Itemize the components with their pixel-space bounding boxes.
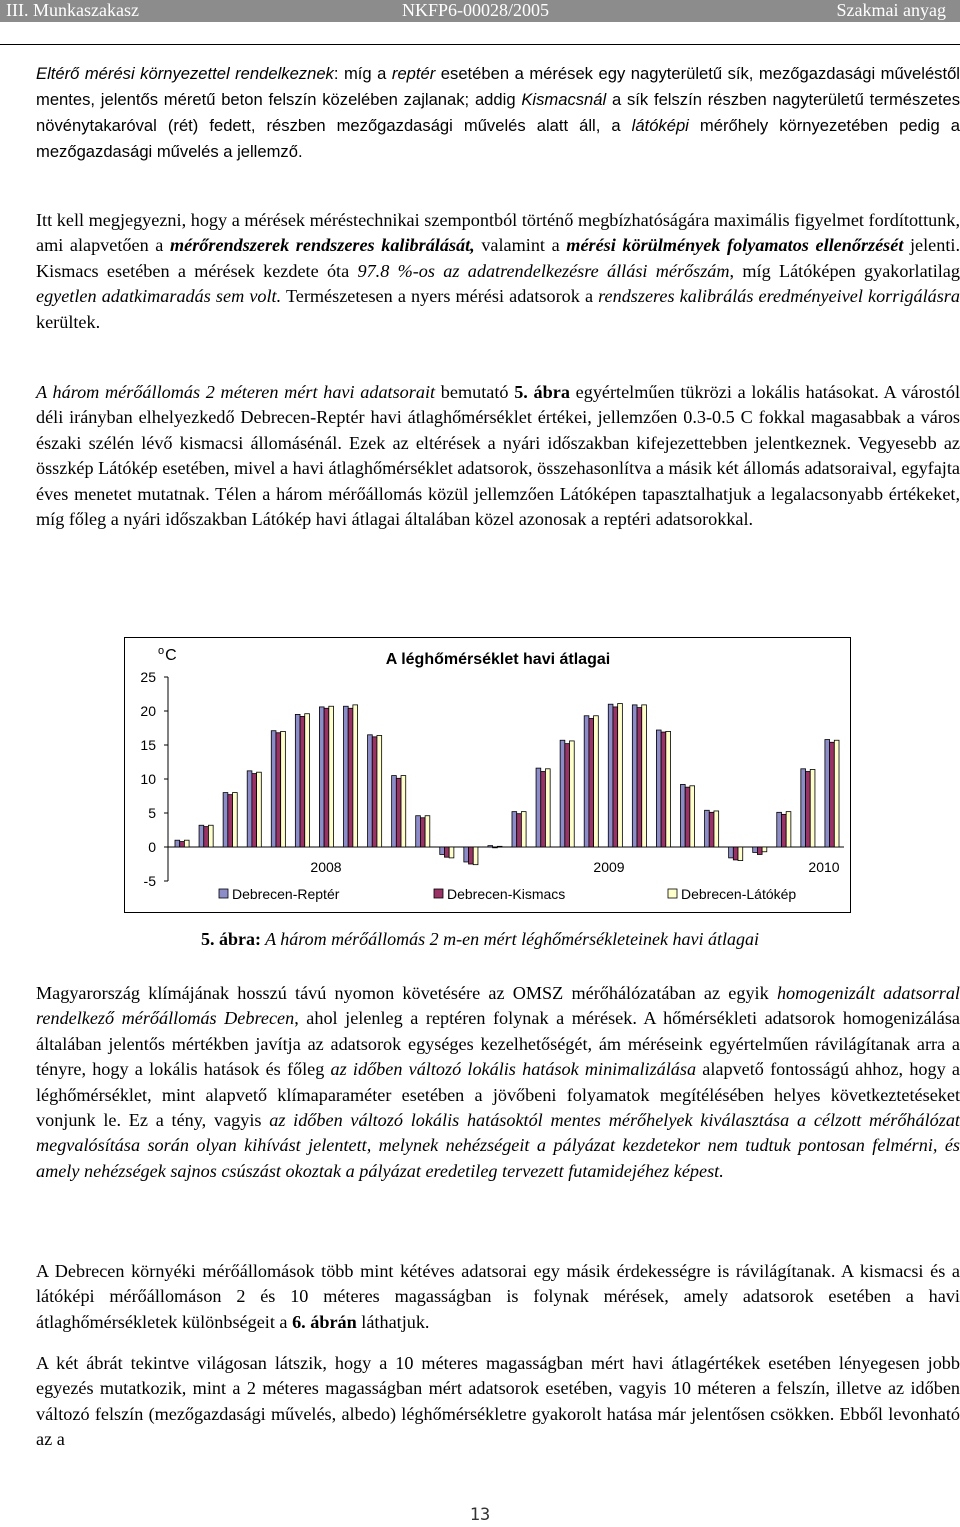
bar-debrecen-kismacs	[806, 772, 811, 847]
bar-debrecen-rept-r	[632, 705, 637, 847]
bar-debrecen-kismacs	[757, 847, 762, 854]
p4-text-3: alapvető fontosságú ahhoz, hogy a léghőmérséklet, mint alapvető klímaparaméter esetében a jövőbeni folyamatok megítélésében helyes következtetéseket vonjunk le. Ez a tény, vagyis	[36, 1059, 960, 1131]
bar-debrecen-rept-r	[488, 846, 493, 847]
bar-debrecen-kismacs	[541, 772, 546, 847]
bar-debrecen-l-t-k-p	[425, 816, 430, 847]
bar-debrecen-rept-r	[223, 793, 228, 847]
bar-debrecen-rept-r	[199, 825, 204, 847]
bar-debrecen-l-t-k-p	[786, 812, 791, 847]
p3-italic-1: A három mérőállomás 2 méteren mért havi adatsorait	[36, 382, 436, 402]
bar-debrecen-kismacs	[348, 708, 353, 847]
bar-debrecen-rept-r	[175, 840, 180, 847]
bar-debrecen-l-t-k-p	[834, 740, 839, 847]
legend-label: Debrecen-Reptér	[232, 886, 340, 902]
p4-italic-1: homogenizált adatsorral rendelkező mérőállomás Debrecen	[36, 983, 960, 1029]
legend-label: Debrecen-Látókép	[681, 886, 797, 902]
bar-debrecen-kismacs	[781, 814, 786, 847]
bar-debrecen-rept-r	[271, 731, 276, 847]
bar-debrecen-l-t-k-p	[233, 793, 238, 847]
p3-text-1: bemutató	[435, 382, 515, 402]
bar-debrecen-l-t-k-p	[208, 825, 213, 847]
p1-italic-2: reptér	[391, 64, 436, 83]
p1-text-4: mérőhely környezetében pedig a mezőgazdasági művelés a jellemző.	[36, 116, 960, 161]
p2-text-2: valamint a	[474, 235, 567, 256]
p1-text-1: : míg a	[333, 64, 392, 83]
page-header	[0, 0, 960, 22]
bar-debrecen-l-t-k-p	[184, 840, 189, 847]
legend-swatch	[219, 889, 228, 898]
year-label: 2010	[808, 859, 840, 875]
caption-label: 5. ábra:	[200, 929, 261, 949]
bar-debrecen-kismacs	[180, 842, 185, 847]
p3-text-2: egyértelműen tükrözi a lokális hatásokat. A várostól déli irányban elhelyezkedő Debrecen-Reptér havi átlaghőmérséklet értékei, jellemzően 0.3-0.5 C fokkal magasabbak a város északi szélén lévő kismacsi állomásénál. Ezek az eltérések a nyári időszakban kifejezettebben jelentkeznek. Vegyesebb az összkép Látókép esetében, mivel a havi átlaghőmérséklet adatsorok, összehasonlítva a másik két állomás adatsoraival, egyfajta éves menetet mutatnak. Télen a három mérőállomás közül jellemzően Látóképen tapasztalhatjuk a legalacsonyabb értékeket, míg főleg a nyári időszakban Látókép havi átlagai általában közel azonosak a reptéri adatsorokkal.	[36, 382, 960, 530]
temperature-bar-chart	[124, 637, 851, 913]
header-doc-type: Szakmai anyag	[836, 0, 946, 20]
bar-debrecen-rept-r	[416, 816, 421, 847]
bar-debrecen-rept-r	[705, 810, 710, 847]
bar-debrecen-rept-r	[584, 716, 589, 847]
bar-debrecen-kismacs	[637, 708, 642, 847]
bar-debrecen-kismacs	[685, 787, 690, 847]
chart-title: A léghőmérséklet havi átlagai	[385, 651, 611, 668]
p2-bold-italic-2: mérési körülmények folyamatos ellenőrzését	[566, 235, 904, 256]
p5-text-1: A Debrecen környéki mérőállomások több mint kétéves adatsorai egy másik érdekességre is rávilágítanak. A kismacsi és a látóképi mérőállomáson 2 és 10 méteres magasságban is folynak mérések, amely adatsorok esetében a havi átlaghőmérsékletek különbségeit a	[36, 1261, 960, 1332]
bar-debrecen-rept-r	[729, 847, 734, 858]
bar-debrecen-rept-r	[295, 714, 300, 847]
legend-label: Debrecen-Kismacs	[447, 886, 566, 902]
p4-text-2: , ahol jelenleg a reptéren folynak a mérések. A hőmérsékleti adatsorok homogenizálása általában jelentős mértékben javítja az adatsorok egységes kezelhetőségét, ám méréseink egyértelműen rávilágítanak arra a tényre, hogy a lokális hatások és főleg	[36, 1008, 960, 1080]
p2-text-4: , míg Látóképen gyakorlatilag	[729, 260, 960, 281]
y-tick-label: -5	[143, 873, 156, 889]
bar-debrecen-rept-r	[560, 740, 565, 847]
bar-debrecen-l-t-k-p	[257, 772, 262, 847]
bar-debrecen-rept-r	[825, 740, 830, 847]
legend-swatch	[434, 889, 443, 898]
bar-debrecen-rept-r	[777, 812, 782, 847]
bar-debrecen-rept-r	[368, 735, 373, 847]
bar-debrecen-kismacs	[613, 707, 618, 847]
bar-debrecen-kismacs	[830, 742, 835, 847]
bar-debrecen-l-t-k-p	[738, 847, 743, 861]
bar-debrecen-l-t-k-p	[473, 847, 478, 865]
bar-debrecen-kismacs	[300, 716, 305, 847]
bar-debrecen-l-t-k-p	[570, 741, 575, 847]
paragraph-reliability	[36, 208, 960, 335]
bar-debrecen-l-t-k-p	[377, 735, 382, 847]
y-tick-label: 10	[140, 771, 156, 787]
page-number: 13	[469, 1505, 491, 1525]
bar-debrecen-rept-r	[753, 847, 758, 852]
bar-debrecen-rept-r	[440, 847, 445, 854]
bar-debrecen-l-t-k-p	[666, 731, 671, 847]
p2-italic-3: rendszeres kalibrálás eredményeivel korrigálásra	[598, 286, 960, 307]
paragraph-height-measurements	[36, 1259, 960, 1335]
y-tick-label: 15	[140, 737, 156, 753]
bar-debrecen-kismacs	[589, 718, 594, 847]
bar-debrecen-kismacs	[709, 812, 714, 847]
bar-debrecen-rept-r	[343, 706, 348, 847]
bar-debrecen-rept-r	[656, 730, 661, 847]
y-axis-unit-label: $^o$C	[158, 645, 177, 664]
bar-debrecen-l-t-k-p	[545, 769, 550, 847]
p2-italic-1: 97.8 %-os az adatrendelkezésre állási mérőszám	[357, 260, 730, 281]
bar-debrecen-l-t-k-p	[594, 716, 599, 847]
p2-text-6: kerültek.	[36, 311, 101, 332]
figure-caption	[0, 929, 960, 950]
bar-debrecen-kismacs	[661, 732, 666, 847]
header-project-id: NKFP6-00028/2005	[402, 0, 550, 20]
p2-italic-2: egyetlen adatkimaradás sem volt.	[36, 286, 282, 307]
y-tick-label: 0	[148, 839, 156, 855]
bar-debrecen-l-t-k-p	[497, 846, 502, 847]
bar-debrecen-l-t-k-p	[281, 731, 286, 847]
year-label: 2009	[593, 859, 625, 875]
bar-debrecen-kismacs	[469, 847, 474, 864]
bar-debrecen-kismacs	[733, 847, 738, 860]
bar-debrecen-rept-r	[464, 847, 469, 862]
bar-debrecen-rept-r	[801, 769, 806, 847]
p2-text-3: jelenti. Kismacs esetében a mérések kezdete óta	[36, 235, 960, 281]
p4-italic-2: az időben változó lokális hatások minimalizálása	[330, 1059, 697, 1080]
bar-debrecen-l-t-k-p	[329, 706, 334, 847]
p2-bold-italic-1: mérőrendszerek rendszeres kalibrálását,	[169, 235, 475, 256]
paragraph-local-effects	[36, 380, 960, 532]
bar-debrecen-kismacs	[204, 827, 209, 847]
paragraph-homogenization	[36, 981, 960, 1184]
bar-debrecen-l-t-k-p	[618, 704, 623, 847]
bar-debrecen-rept-r	[680, 784, 685, 847]
bar-debrecen-kismacs	[324, 708, 329, 847]
y-tick-label: 20	[140, 703, 156, 719]
caption-text: A három mérőállomás 2 m-en mért léghőmérsékleteinek havi átlagai	[260, 929, 760, 949]
bar-debrecen-rept-r	[319, 707, 324, 847]
bar-debrecen-rept-r	[536, 768, 541, 847]
bar-debrecen-kismacs	[396, 778, 401, 847]
p1-italic-4: látóképi	[631, 116, 689, 135]
bar-debrecen-l-t-k-p	[353, 705, 358, 847]
p4-text-1: Magyarország klímájának hosszú távú nyomon követésére az OMSZ mérőhálózatában az egyik	[36, 983, 777, 1003]
bar-debrecen-l-t-k-p	[714, 811, 719, 847]
bar-debrecen-l-t-k-p	[449, 847, 454, 858]
bar-debrecen-l-t-k-p	[690, 786, 695, 847]
paragraph-environment	[36, 61, 960, 165]
p2-text-5: Természetesen a nyers mérési adatsorok a	[281, 286, 599, 307]
bar-debrecen-rept-r	[392, 776, 397, 847]
bar-debrecen-l-t-k-p	[305, 714, 310, 847]
bar-debrecen-kismacs	[517, 814, 522, 847]
bar-debrecen-l-t-k-p	[642, 705, 647, 847]
header-section: III. Munkaszakasz	[6, 0, 139, 20]
bar-debrecen-kismacs	[420, 818, 425, 847]
p1-text-2: esetében a mérések egy nagyterületű sík, mezőgazdasági műveléstől mentes, jelentős méretű beton felszín közelében zajlanak; addig	[36, 64, 960, 109]
bar-debrecen-kismacs	[444, 847, 449, 857]
year-label: 2008	[310, 859, 342, 875]
p1-text-3: a sík felszín részben nagyterületű természetes növénytakaróval (rét) fedett, részben mezőgazdasági művelés alatt áll, a	[36, 90, 960, 135]
bar-debrecen-kismacs	[493, 847, 498, 848]
bar-debrecen-l-t-k-p	[521, 812, 526, 847]
legend-swatch	[668, 889, 677, 898]
p5-figure-ref: 6. ábrán	[292, 1311, 357, 1332]
bar-debrecen-l-t-k-p	[762, 847, 767, 852]
bar-debrecen-rept-r	[247, 771, 252, 847]
p6-text-1: A két ábrát tekintve világosan látszik, hogy a 10 méteres magasságban mért havi átlagértékek esetében lényegesen jobb egyezés mutatkozik, mint a 2 méteres magasságban mért adatsorok esetében, vagyis 10 méteren a felszín, illetve az időben változó felszín (mezőgazdasági művelés, albedo) léghőmérsékletre gyakorolt hatása már jelentősen csökken. Ebből levonható az a	[36, 1353, 960, 1450]
y-tick-label: 5	[148, 805, 156, 821]
p1-italic-3: Kismacsnál	[521, 90, 607, 109]
bar-debrecen-rept-r	[608, 704, 613, 847]
p1-italic-1: Eltérő mérési környezettel rendelkeznek	[36, 64, 334, 83]
header-rule	[0, 44, 960, 45]
bar-debrecen-l-t-k-p	[810, 769, 815, 847]
bar-debrecen-rept-r	[512, 812, 517, 847]
paragraph-conclusion	[36, 1351, 960, 1453]
bar-debrecen-kismacs	[252, 774, 257, 847]
p5-text-2: láthatjuk.	[356, 1311, 430, 1332]
bar-debrecen-kismacs	[565, 744, 570, 847]
p2-text-1: Itt kell megjegyezni, hogy a mérések méréstechnikai szempontból történő megbízhatóságára maximális figyelmet fordítottunk, ami alapvetően a	[36, 210, 960, 256]
bar-debrecen-kismacs	[276, 733, 281, 847]
bar-debrecen-kismacs	[228, 795, 233, 847]
p3-figure-ref: 5. ábra	[514, 382, 570, 402]
p4-italic-3: az időben változó lokális hatásoktól mentes mérőhelyek kiválasztása a célzott mérőhálózat megvalósítása során olyan kihívást jelentett, melynek nehézségeit a pályázat kezdetekor nem tudtuk pontosan felmérni, és amely nehézségek sajnos csúszást okoztak a pályázat eredetileg tervezett futamidejéhez képest.	[36, 1110, 960, 1181]
bar-debrecen-kismacs	[372, 737, 377, 847]
y-tick-label: 25	[140, 669, 156, 685]
bar-debrecen-l-t-k-p	[401, 776, 406, 847]
